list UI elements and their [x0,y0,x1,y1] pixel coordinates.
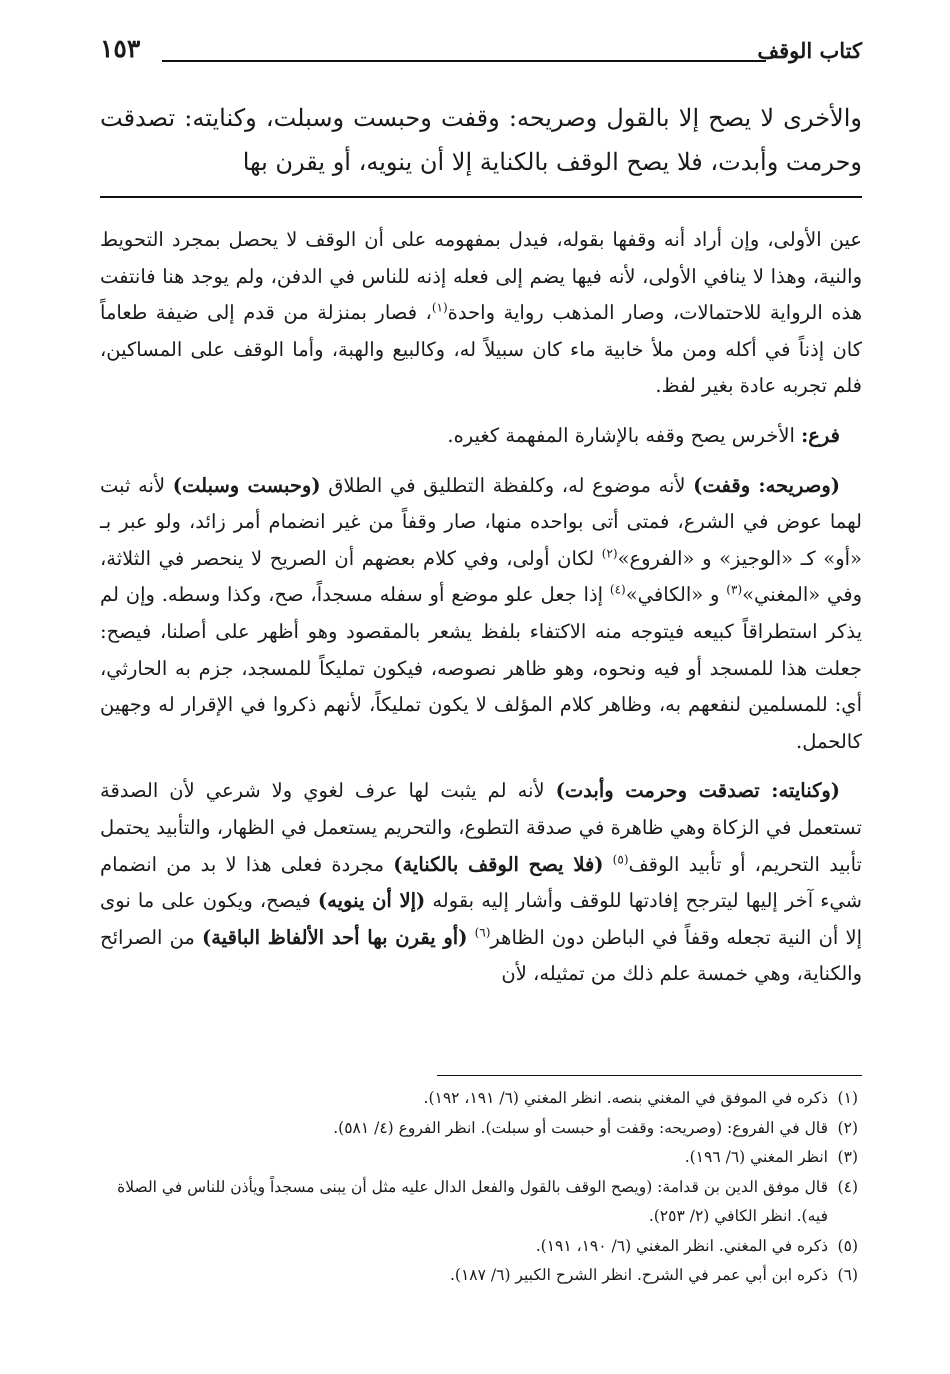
footnote-number: (١) [837,1089,858,1107]
footnote-item [100,1173,862,1232]
page-number: ١٥٣ [100,34,141,63]
commentary-paragraph-4 [100,773,862,993]
quoted-matn: (وحبست وسبلت) [172,473,321,497]
footnote-ref-6: (٦) [474,925,491,940]
commentary-text: و «الكافي» [625,583,727,607]
commentary-paragraph-branch [100,418,862,455]
main-text [100,96,862,184]
footnote-item [100,1114,862,1144]
main-text-paragraph: والأخرى لا يصح إلا بالقول وصريحه: وقفت وحبست وسبلت، وكنايته: تصدقت وحرمت وأبدت، فلا يصح الوقف بالكناية إلا أن ينويه، أو يقرن بها [100,104,862,176]
footnote-number: (٥) [837,1236,858,1255]
commentary-text: فيصح، ويكون على ما نوى إلا أن النية تجعله وقفاً في الباطن دون الظاهر [100,889,862,949]
footnote-text: ذكره ابن أبي عمر في الشرح. انظر الشرح الكبير (٦/ ١٨٧). [450,1266,828,1284]
quoted-matn: (أو يقرن بها أحد الألفاظ الباقية) [202,925,468,949]
footnote-text: قال في الفروع: (وصريحه: وقفت أو حبست أو سبلت). انظر الفروع (٤/ ٥٨١). [333,1118,828,1137]
footnote-item [100,1232,862,1262]
quoted-matn: (إلا أن ينويه) [317,889,426,913]
footnote-number: (٢) [837,1118,858,1137]
commentary-text: مجردة فعلى هذا لا بد من انضمام شيء آخر إليها ليترجح إفادتها للوقف وأشار إليه بقوله [100,852,862,913]
commentary-text: لأنه لم يثبت لها عرف لغوي ولا شرعي لأن الصدقة تستعمل في الزكاة وهي ظاهرة في صدقة التطوع، والتحريم يستعمل في الظهار، والتأبيد يحتمل تأبيد التحريم، أو تأبيد الوقف [100,779,862,876]
commentary-text [467,926,474,949]
commentary-text: من الصرائح والكناية، وهي خمسة علم ذلك من تمثيله، لأن [100,925,862,986]
page-header [100,34,862,74]
commentary-text: لأنه موضوع له، وكلفظة التطليق في الطلاق [320,473,694,497]
footnotes [100,1084,862,1291]
footnote-text: ذكره في الموفق في المغني بنصه. انظر المغني (٦/ ١٩١، ١٩٢). [423,1089,828,1107]
book-page [100,0,862,1374]
footnote-ref-1: (١) [431,300,448,315]
commentary-text: لكان أولى، وفي كلام بعضهم أن الصريح لا ينحصر في الثلاثة، وفي «المغني» [100,546,862,607]
footnote-item [100,1084,862,1114]
footnote-ref-4: (٤) [609,582,626,597]
footnote-text: ذكره في المغني. انظر المغني (٦/ ١٩٠، ١٩١). [535,1236,828,1255]
running-title: كتاب الوقف [757,38,862,63]
commentary-text: ، فصار بمنزلة من قدم إلى ضيفة طعاماً كان إذناً في أكله ومن ملأ خابية ماء كان سبيلاً له، وكالبيع والهبة، وأما الوقف على المساكين، فلم تجربه عادة بغير لفظ. [100,301,862,398]
commentary-text: لأنه ثبت لهما عوض في الشرع، فمتى أتى بواحده منها، صار وقفاً من غير انضمام أمر زائد، ولو عبر بـ «أو» كـ «الوجيز» و «الفروع» [100,473,862,570]
footnote-text: انظر المغني (٦/ ١٩٦). [684,1148,828,1166]
footnote-item [100,1261,862,1291]
footnotes-separator [437,1075,862,1076]
footnote-ref-3: (٣) [726,582,743,597]
quoted-matn: (وصريحه: وقفت) [693,473,841,497]
footnote-ref-5: (٥) [612,852,629,866]
footnote-text: قال موفق الدين بن قدامة: (ويصح الوقف بالقول والفعل الدال عليه مثل أن يبنى مسجداً ويأذن للناس في الصلاة فيه). انظر الكافي (٢/ ٢٥٣). [117,1177,828,1225]
footnote-number: (٣) [837,1148,858,1166]
commentary-paragraph-1 [100,222,862,405]
main-text-separator [100,196,862,198]
commentary-text [604,853,613,876]
commentary-text: الأخرس يصح وقفه بالإشارة المفهمة كغيره. [447,423,802,447]
footnote-ref-2: (٢) [601,546,618,561]
branch-label: فرع: [801,423,840,447]
footnote-number: (٤) [837,1177,858,1196]
footnote-number: (٦) [837,1266,858,1284]
commentary-text: عين الأولى، وإن أراد أنه وقفها بقوله، فيدل بمفهومه على أن الوقف لا يحصل بمجرد التحويط والنية، وهذا لا ينافي الأولى، لأنه فيها يضم إلى فعله إذنه للناس في الدفن، ولم يوجد هنا فانتفت هذه الرواية للاحتمالات، وصار المذهب رواية واحدة [100,228,862,325]
quoted-matn: (وكنايته: تصدقت وحرمت وأبدت) [555,779,840,803]
header-rule [162,60,766,62]
quoted-matn: (فلا يصح الوقف بالكناية) [393,852,604,876]
commentary [100,222,862,1006]
footnote-item [100,1143,862,1173]
commentary-paragraph-3 [100,468,862,761]
commentary-text: إذا جعل علو موضع أو سفله مسجداً، صح، وكذا وسطه. وإن لم يذكر استطراقاً كبيعه فيتوجه منه الاكتفاء بلفظ يشعر بالمقصود وهو أظهر على أصلنا، فيصح: جعلت هذا للمسجد أو فيه ونحوه، وهو ظاهر نصوصه، فيكون تمليكاً للمسجد، جزم به الحارثي، أي: للمسلمين لنفعهم به، وظاهر كلام المؤلف لا يكون تمليكاً، لأنهم ذكروا في الإقرار له وجهين كالحمل. [100,583,862,753]
